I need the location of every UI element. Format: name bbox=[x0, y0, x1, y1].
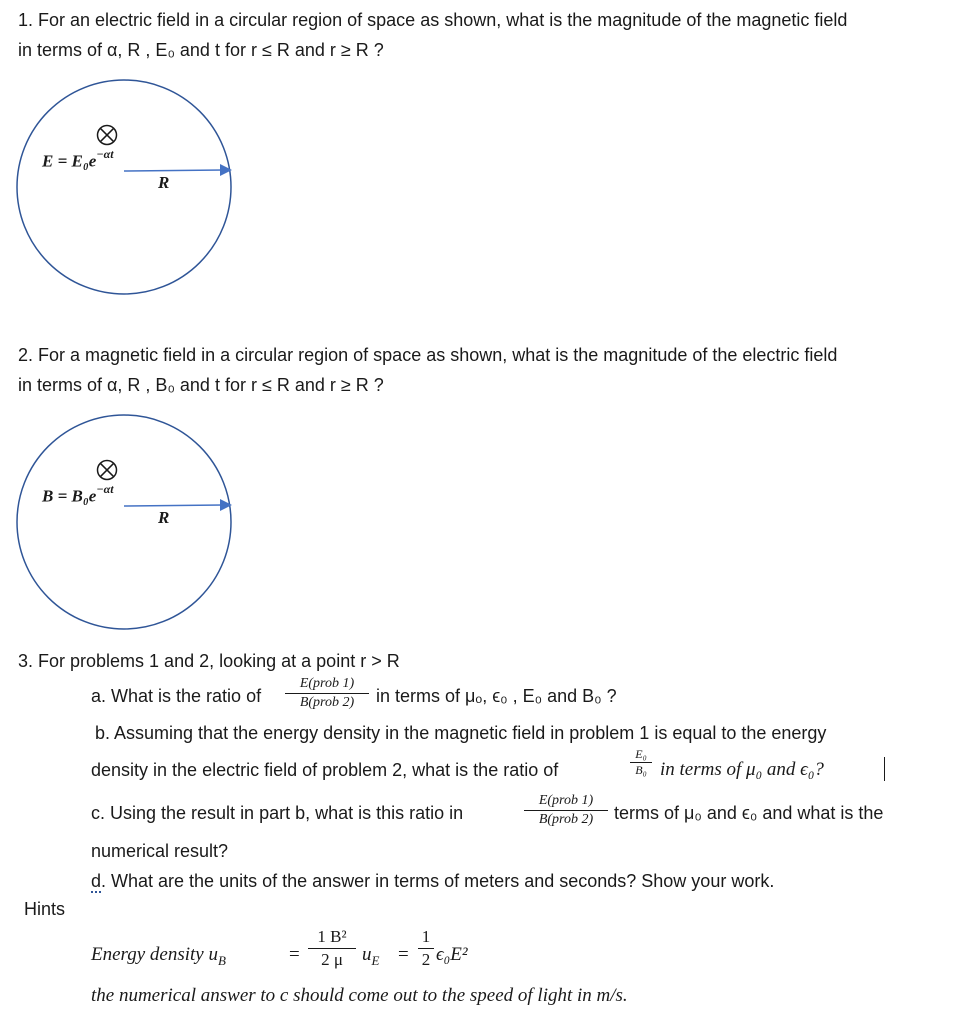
q3c-fraction bbox=[524, 793, 608, 828]
q3a-frac-numerator: E(prob 1) bbox=[299, 676, 355, 691]
q3b-line2-suffix: in terms of μ₀ and ϵ₀? bbox=[660, 759, 824, 780]
q3c-prefix: c. Using the result in part b, what is this ratio in bbox=[91, 803, 464, 823]
q1-radius-arrow bbox=[124, 170, 223, 171]
q3d-line bbox=[91, 870, 774, 892]
hints-uE-denominator: 2 bbox=[421, 950, 431, 969]
q3c-line2: numerical result? bbox=[91, 841, 229, 861]
q3a-suffix: in terms of μₒ, ϵ₀ , E₀ and B₀ ? bbox=[376, 686, 617, 706]
q3c-suffix: terms of μ₀ and ϵ₀ and what is the bbox=[614, 803, 884, 823]
q2-line2: in terms of α, R , B₀ and t for r ≤ R and r ≥ R ? bbox=[18, 375, 384, 395]
q3a-fraction bbox=[285, 676, 369, 711]
q3b-line1: b. Assuming that the energy density in the magnetic field in problem 1 is equal to the energy bbox=[95, 723, 827, 743]
q2-line1: 2. For a magnetic field in a circular region of space as shown, what is the magnitude of the electric field bbox=[18, 345, 838, 365]
q3c-frac-denominator: B(prob 2) bbox=[538, 812, 594, 827]
q1-line1: 1. For an electric field in a circular region of space as shown, what is the magnitude of the magnetic field bbox=[18, 10, 848, 30]
q3a-frac-denominator: B(prob 2) bbox=[299, 695, 355, 710]
q2-diagram bbox=[0, 410, 260, 640]
hints-uE-fraction bbox=[418, 927, 434, 970]
q3c-frac-numerator: E(prob 1) bbox=[538, 793, 594, 808]
hints-energy-label: Energy density $u_B$ bbox=[91, 944, 226, 968]
hints-note: the numerical answer to c should come out to the speed of light in m/s. bbox=[91, 985, 628, 1006]
hints-uE-label: $u_E$ bbox=[362, 944, 380, 968]
q1-radius-label: R bbox=[158, 173, 170, 192]
hints-uB-numerator: 1 B² bbox=[317, 927, 347, 946]
q1-line2: in terms of α, R , E₀ and t for r ≤ R and r ≥ R ? bbox=[18, 40, 384, 60]
q1-diagram bbox=[0, 75, 260, 305]
q2-field-label: $B = B_0e^{-\alpha t}$ bbox=[42, 482, 114, 506]
hints-equals-1: = bbox=[289, 944, 300, 965]
q1-field-region-circle bbox=[17, 80, 231, 294]
q3a-prefix: a. What is the ratio of bbox=[91, 686, 262, 706]
q3d-label: d bbox=[91, 871, 102, 891]
q3b-fraction bbox=[630, 748, 652, 777]
q2-field-region-circle bbox=[17, 415, 231, 629]
q3b-frac-denominator: B₀ bbox=[635, 763, 647, 777]
q1-field-label: $E = E_0e^{-\alpha t}$ bbox=[42, 147, 114, 171]
q3d-text: . What are the units of the answer in terms of meters and seconds? Show your work. bbox=[101, 871, 775, 891]
q3b-line2-prefix: density in the electric field of problem 2, what is the ratio of bbox=[91, 760, 559, 780]
hints-uE-tail: ϵ₀E² bbox=[436, 944, 468, 965]
q3-intro: 3. For problems 1 and 2, looking at a point r > R bbox=[18, 651, 400, 671]
hints-uE-numerator: 1 bbox=[421, 927, 431, 946]
hints-uB-fraction bbox=[308, 927, 356, 970]
hints-equals-2: = bbox=[398, 944, 409, 965]
q2-radius-arrow bbox=[124, 505, 223, 506]
hints-uB-denominator: 2 μ bbox=[321, 950, 343, 969]
q3b-frac-numerator: E₀ bbox=[635, 747, 647, 761]
hints-heading: Hints bbox=[24, 899, 66, 919]
text-cursor bbox=[884, 757, 885, 781]
q2-radius-label: R bbox=[158, 508, 170, 527]
